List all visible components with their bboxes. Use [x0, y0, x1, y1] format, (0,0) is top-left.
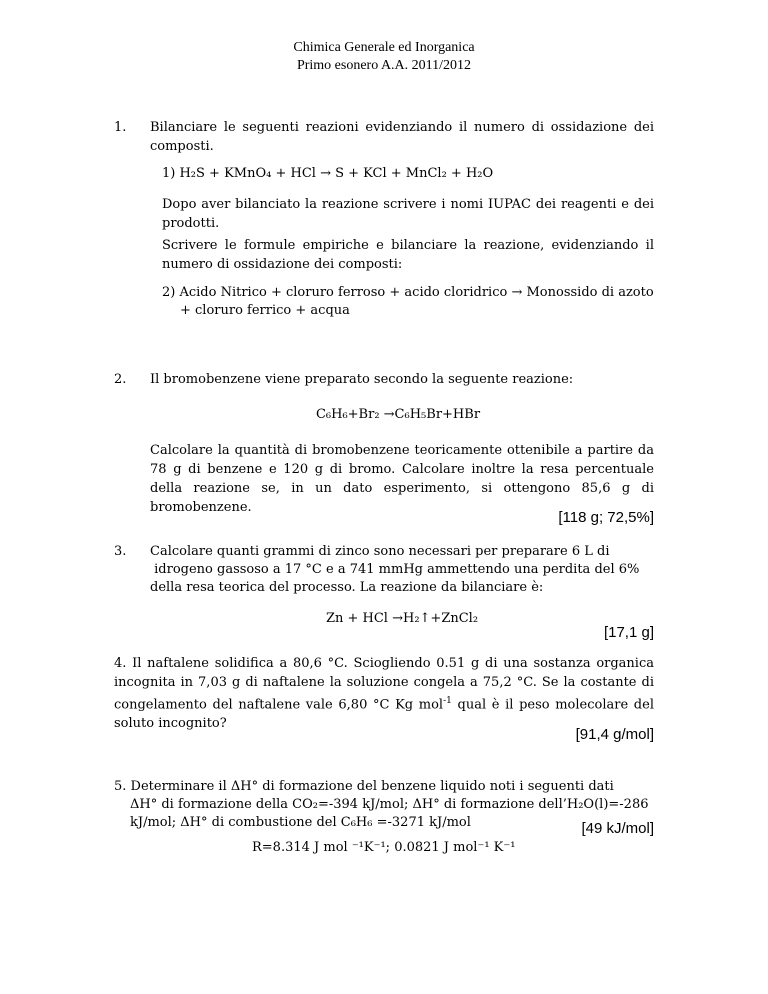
question-3-number: 3. [114, 544, 127, 559]
question-2-number: 2. [114, 372, 127, 387]
question-5-constants: R=8.314 J mol ⁻¹K⁻¹; 0.0821 J mol⁻¹ K⁻¹ [252, 840, 516, 855]
question-4-text [114, 654, 654, 733]
question-4-text-start: 4. Il naftalene solidifica a 80,6 °C. Sciogliendo 0.51 g di una sostanza organica incognita in 7,03 g di naftalene la soluzione congela a 75,2 °C. Se la costante di congelamento del naftalene vale 6,80 °C Kg mol [114, 656, 654, 713]
question-5-answer: [49 kJ/mol] [581, 820, 654, 837]
question-3-line-3: della resa teorica del processo. La reazione da bilanciare è: [150, 580, 544, 595]
question-1-reaction-2-line-1: 2) Acido Nitrico + cloruro ferroso + acido cloridrico → Monossido di azoto [162, 285, 654, 300]
question-1-number: 1. [114, 120, 127, 135]
question-3-answer: [17,1 g] [603, 624, 654, 641]
question-5-line-3: kJ/mol; ΔH° di combustione del C₆H₆ =-3271 kJ/mol [130, 815, 471, 830]
question-4-text-end: qual è il peso molecolare del soluto incognito? [114, 697, 654, 732]
question-4-superscript: -1 [443, 696, 452, 706]
question-1-formulas-text: Scrivere le formule empiriche e bilanciare la reazione, evidenziando il numero di ossidazione dei composti: [162, 238, 654, 272]
question-2-reaction: C₆H₆+Br₂ →C₆H₅Br+HBr [315, 407, 481, 422]
question-2-answer: [118 g; 72,5%] [558, 509, 654, 526]
question-1-intro: Bilanciare le seguenti reazioni evidenziando il numero di ossidazione dei composti. [150, 120, 654, 154]
question-2-text: Calcolare la quantità di bromobenzene teoricamente ottenibile a partire da 78 g di benzene e 120 g di bromo. Calcolare inoltre la resa percentuale della reazione se, in un dato esperimento, si ottengono 85,6 g di bromobenzene. [150, 443, 654, 515]
header-subtitle: Primo esonero A.A. 2011/2012 [296, 58, 472, 73]
question-3-line-1: Calcolare quanti grammi di zinco sono necessari per preparare 6 L di [150, 544, 610, 559]
question-3-line-2: idrogeno gassoso a 17 °C e a 741 mmHg ammettendo una perdita del 6% [150, 562, 640, 577]
question-1-reaction-2-line-2: + cloruro ferrico + acqua [180, 303, 350, 318]
question-1-iupac-text: Dopo aver bilanciato la reazione scrivere i nomi IUPAC dei reagenti e dei prodotti. [162, 197, 654, 231]
question-1-reaction-1: 1) H₂S + KMnO₄ + HCl → S + KCl + MnCl₂ + H₂O [162, 166, 494, 181]
question-3-reaction: Zn + HCl →H₂↑+ZnCl₂ [325, 611, 479, 626]
header-title: Chimica Generale ed Inorganica [293, 40, 475, 55]
question-5-line-1: 5. Determinare il ΔH° di formazione del benzene liquido noti i seguenti dati [114, 779, 614, 794]
question-2-intro: Il bromobenzene viene preparato secondo la seguente reazione: [150, 372, 574, 387]
question-5-line-2: ΔH° di formazione della CO₂=-394 kJ/mol; ΔH° di formazione dell’H₂O(l)=-286 [130, 797, 649, 812]
question-4-answer: [91,4 g/mol] [575, 726, 654, 743]
